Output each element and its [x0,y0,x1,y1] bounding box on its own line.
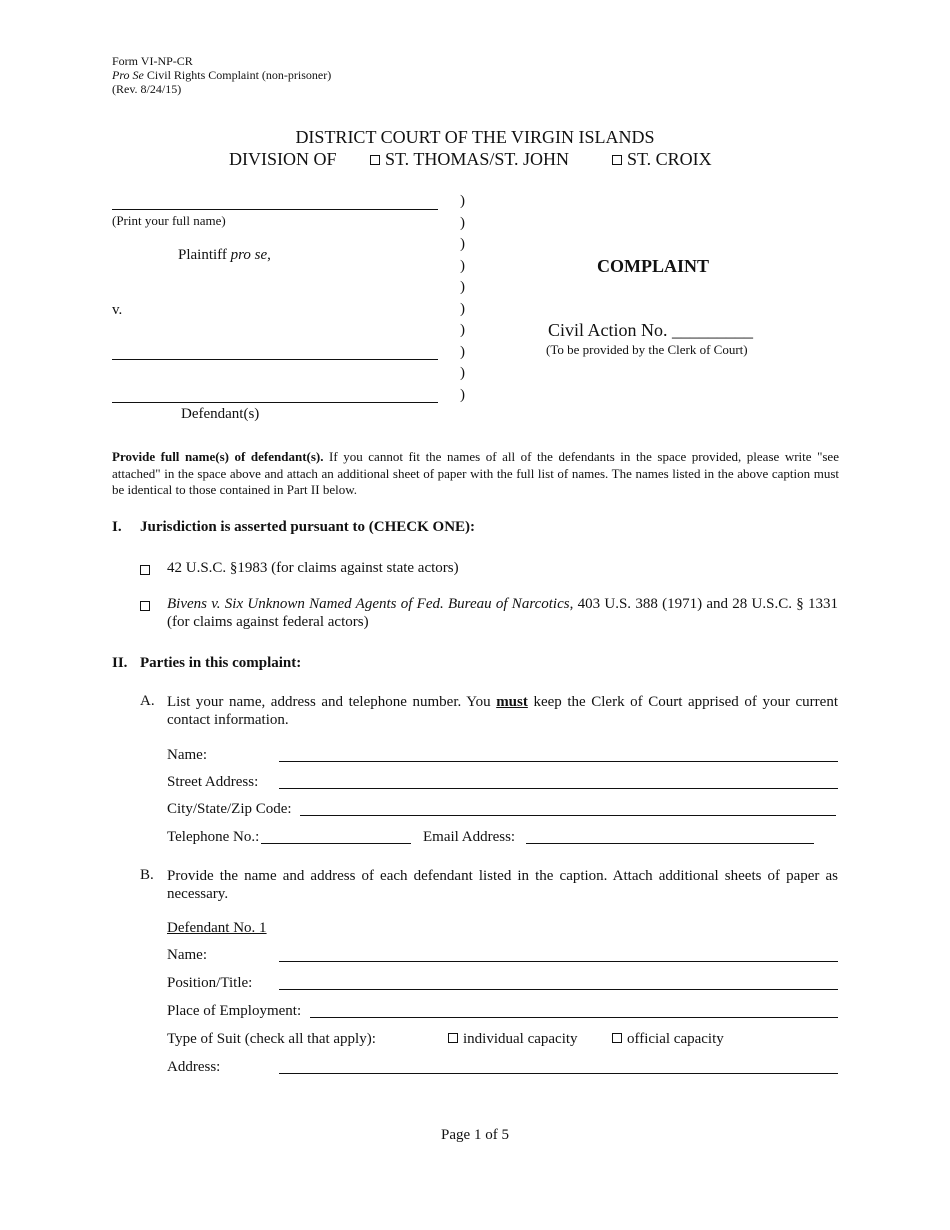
caption-paren: ) [460,301,465,317]
street-field[interactable] [279,788,838,789]
official-capacity-checkbox[interactable] [612,1033,622,1043]
defendants-label: Defendant(s) [181,406,260,422]
versus: v. [112,302,123,318]
caption-paren: ) [460,322,465,338]
form-subtitle-italic: Pro Se [112,68,144,82]
division-st-croix[interactable] [612,149,712,170]
caption-paren: ) [460,279,465,295]
position-field[interactable] [279,989,838,990]
email-label: Email Address: [423,829,516,845]
plaintiff-suffix: , [267,247,271,263]
page-number: Page 1 of 5 [441,1127,509,1143]
defendant-instructions [112,449,839,499]
plaintiff-label [178,247,271,264]
def-name-label: Name: [167,947,207,963]
form-id: Form VI-NP-CR [112,54,193,68]
defendant-line-1[interactable] [112,359,438,360]
jurisdiction-1983-label: 42 U.S.C. §1983 (for claims against state actors) [167,560,459,576]
email-field[interactable] [526,843,814,844]
division-st-thomas[interactable] [370,149,569,170]
court-title: DISTRICT COURT OF THE VIRGIN ISLANDS [295,127,655,147]
name-label: Name: [167,747,207,763]
individual-capacity-option[interactable] [448,1031,578,1048]
form-revision: (Rev. 8/24/15) [112,82,182,96]
civil-action-number[interactable]: Civil Action No. _________ [548,320,754,340]
section1-heading: Jurisdiction is asserted pursuant to (CHECK ONE): [140,519,476,535]
caption-paren: ) [460,387,465,403]
caption-paren: ) [460,215,465,231]
complaint-title: COMPLAINT [597,256,709,276]
part-b-text: Provide the name and address of each defendant listed in the caption. Attach additional sheets of paper as necessary. [167,868,838,902]
part-a-text-2: keep the Clerk of Court apprised of your current contact information. [167,694,838,728]
part-a-text-1: List your name, address and telephone number. You [167,694,497,710]
individual-capacity-label: individual capacity [463,1031,578,1047]
part-a-label: A. [140,693,155,709]
division-label: DIVISION OF [229,149,337,169]
print-name-label: (Print your full name) [112,213,226,228]
jurisdiction-1983-checkbox[interactable] [140,562,155,580]
st-thomas-label: ST. THOMAS/ST. JOHN [385,149,570,169]
street-label: Street Address: [167,774,259,790]
part-a-must: must [496,694,528,710]
employment-field[interactable] [310,1017,838,1018]
caption-paren: ) [460,193,465,209]
employment-label: Place of Employment: [167,1003,302,1019]
def-name-field[interactable] [279,961,838,962]
caption-paren: ) [460,236,465,252]
form-subtitle-rest: Civil Rights Complaint (non-prisoner) [143,68,332,82]
defendant-1-heading: Defendant No. 1 [167,920,267,936]
address-label: Address: [167,1059,221,1075]
position-label: Position/Title: [167,975,253,991]
suit-type-label: Type of Suit (check all that apply): [167,1031,376,1047]
plaintiff-prefix: Plaintiff [178,247,231,263]
city-label: City/State/Zip Code: [167,801,292,817]
st-croix-label: ST. CROIX [627,149,712,169]
individual-capacity-checkbox[interactable] [448,1033,458,1043]
part-b-label: B. [140,867,154,883]
jurisdiction-bivens-label [167,595,838,631]
clerk-note: (To be provided by the Clerk of Court) [546,342,748,357]
phone-field[interactable] [261,843,411,844]
jurisdiction-bivens-checkbox[interactable] [140,598,155,616]
caption-paren: ) [460,365,465,381]
phone-label: Telephone No.: [167,829,260,845]
instructions-bold: Provide full name(s) of defendant(s). [112,449,324,464]
official-capacity-option[interactable] [612,1031,724,1048]
name-field[interactable] [279,761,838,762]
instructions-text: If you cannot fit the names of all of the defendants in the space provided, please write "see attached" in the space above and attach an additional sheet of paper with the full list of names. The names listed in the above caption must be identical to those contained in Part II below. [112,449,839,497]
bivens-case-name: Bivens v. Six Unknown Named Agents of Fed. Bureau of Narcotics [167,596,570,612]
city-field[interactable] [300,815,836,816]
section1-number: I. [112,519,122,535]
address-field[interactable] [279,1073,838,1074]
defendant-line-2[interactable] [112,402,438,403]
checkbox[interactable] [140,565,150,575]
checkbox[interactable] [140,601,150,611]
section2-heading: Parties in this complaint: [140,655,302,671]
plaintiff-name-line[interactable] [112,209,438,210]
part-a-text [167,693,838,729]
caption-paren: ) [460,258,465,274]
section2-number: II. [112,655,128,671]
plaintiff-pro-se: pro se [230,247,268,263]
form-subtitle [112,68,331,82]
official-capacity-label: official capacity [627,1031,724,1047]
bivens-rest: , 403 U.S. 388 (1971) and 28 U.S.C. § 1331 (for claims against federal actors) [167,596,838,630]
st-croix-checkbox[interactable] [612,155,622,165]
st-thomas-checkbox[interactable] [370,155,380,165]
caption-paren: ) [460,344,465,360]
